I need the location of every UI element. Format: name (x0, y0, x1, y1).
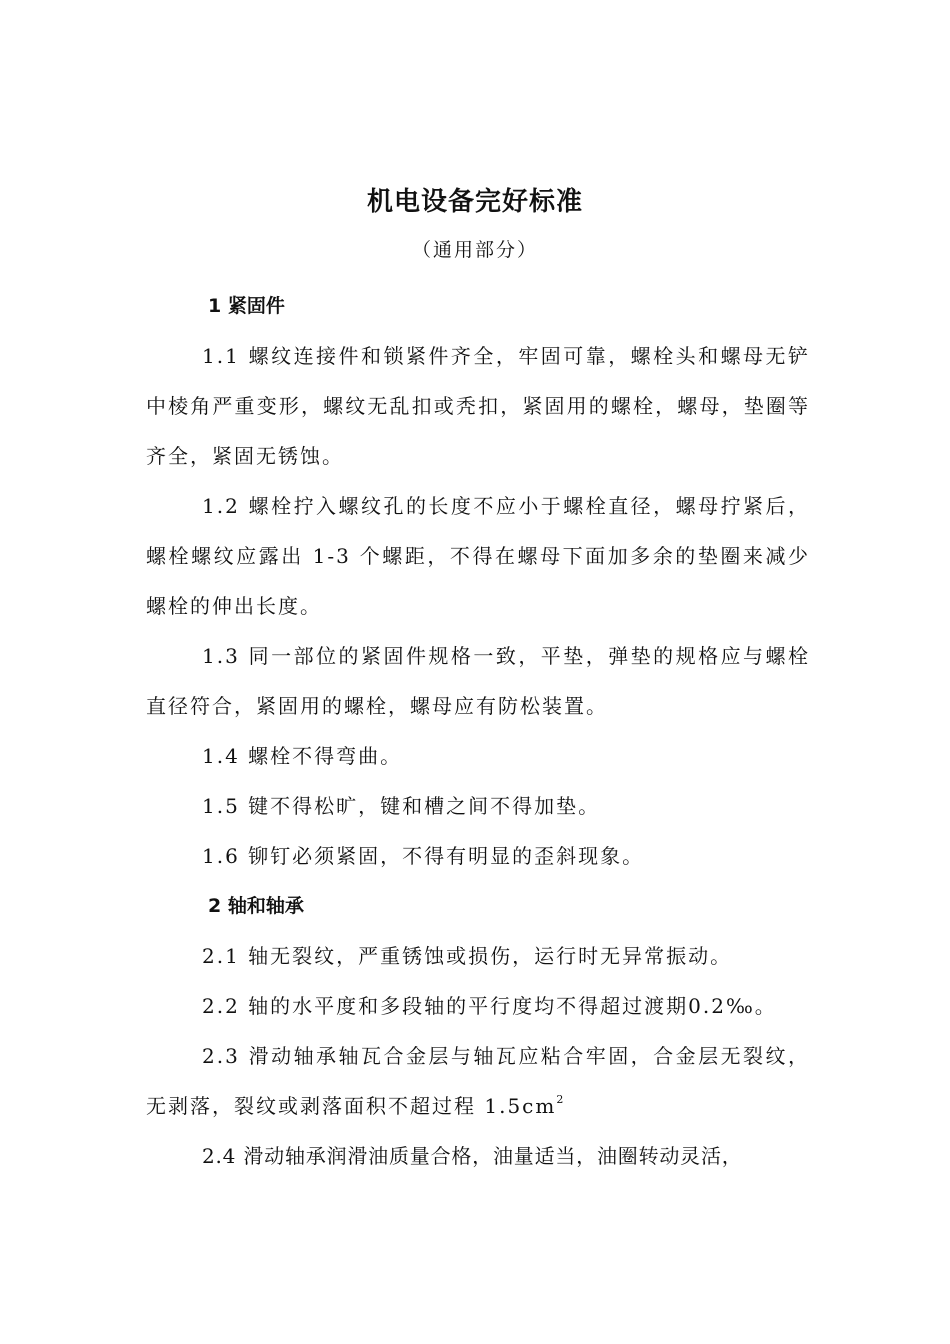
paragraph-1-6: 1.6 铆钉必须紧固，不得有明显的歪斜现象。 (202, 844, 645, 868)
paragraph-2-3 (146, 1031, 810, 1131)
paragraph-1-2: 1.2 螺栓拧入螺纹孔的长度不应小于螺栓直径，螺母拧紧后，螺栓螺纹应露出 1-3 个螺距，不得在螺母下面加多余的垫圈来减少螺栓的伸出长度。 (146, 494, 810, 618)
paragraph-2-4: 2.4 滑动轴承润滑油质量合格，油量适当，油圈转动灵活， (202, 1144, 743, 1168)
document-subtitle: （通用部分） (411, 239, 538, 261)
section-heading-fasteners: 1 紧固件 (208, 295, 285, 317)
document-body (146, 281, 810, 1181)
paragraph-1-4: 1.4 螺栓不得弯曲。 (202, 744, 403, 768)
section-heading-shafts-bearings: 2 轴和轴承 (208, 895, 304, 917)
paragraph-1-5: 1.5 键不得松旷，键和槽之间不得加垫。 (202, 794, 601, 818)
paragraph-2-1: 2.1 轴无裂纹，严重锈蚀或损伤，运行时无异常振动。 (202, 944, 733, 968)
document-title: 机电设备完好标准 (366, 187, 583, 217)
superscript-square: 2 (556, 1093, 566, 1106)
paragraph-1-3: 1.3 同一部位的紧固件规格一致，平垫，弹垫的规格应与螺栓直径符合，紧固用的螺栓，螺母应有防松装置。 (146, 644, 810, 718)
paragraph-2-2: 2.2 轴的水平度和多段轴的平行度均不得超过渡期0.2‰。 (202, 994, 777, 1018)
paragraph-2-3-text: 2.3 滑动轴承轴瓦合金层与轴瓦应粘合牢固，合金层无裂纹，无剥落，裂纹或剥落面积不超过程 1.5cm (146, 1044, 810, 1118)
paragraph-1-1: 1.1 螺纹连接件和锁紧件齐全，牢固可靠，螺栓头和螺母无铲中棱角严重变形，螺纹无乱扣或秃扣，紧固用的螺栓，螺母，垫圈等齐全，紧固无锈蚀。 (146, 344, 810, 468)
